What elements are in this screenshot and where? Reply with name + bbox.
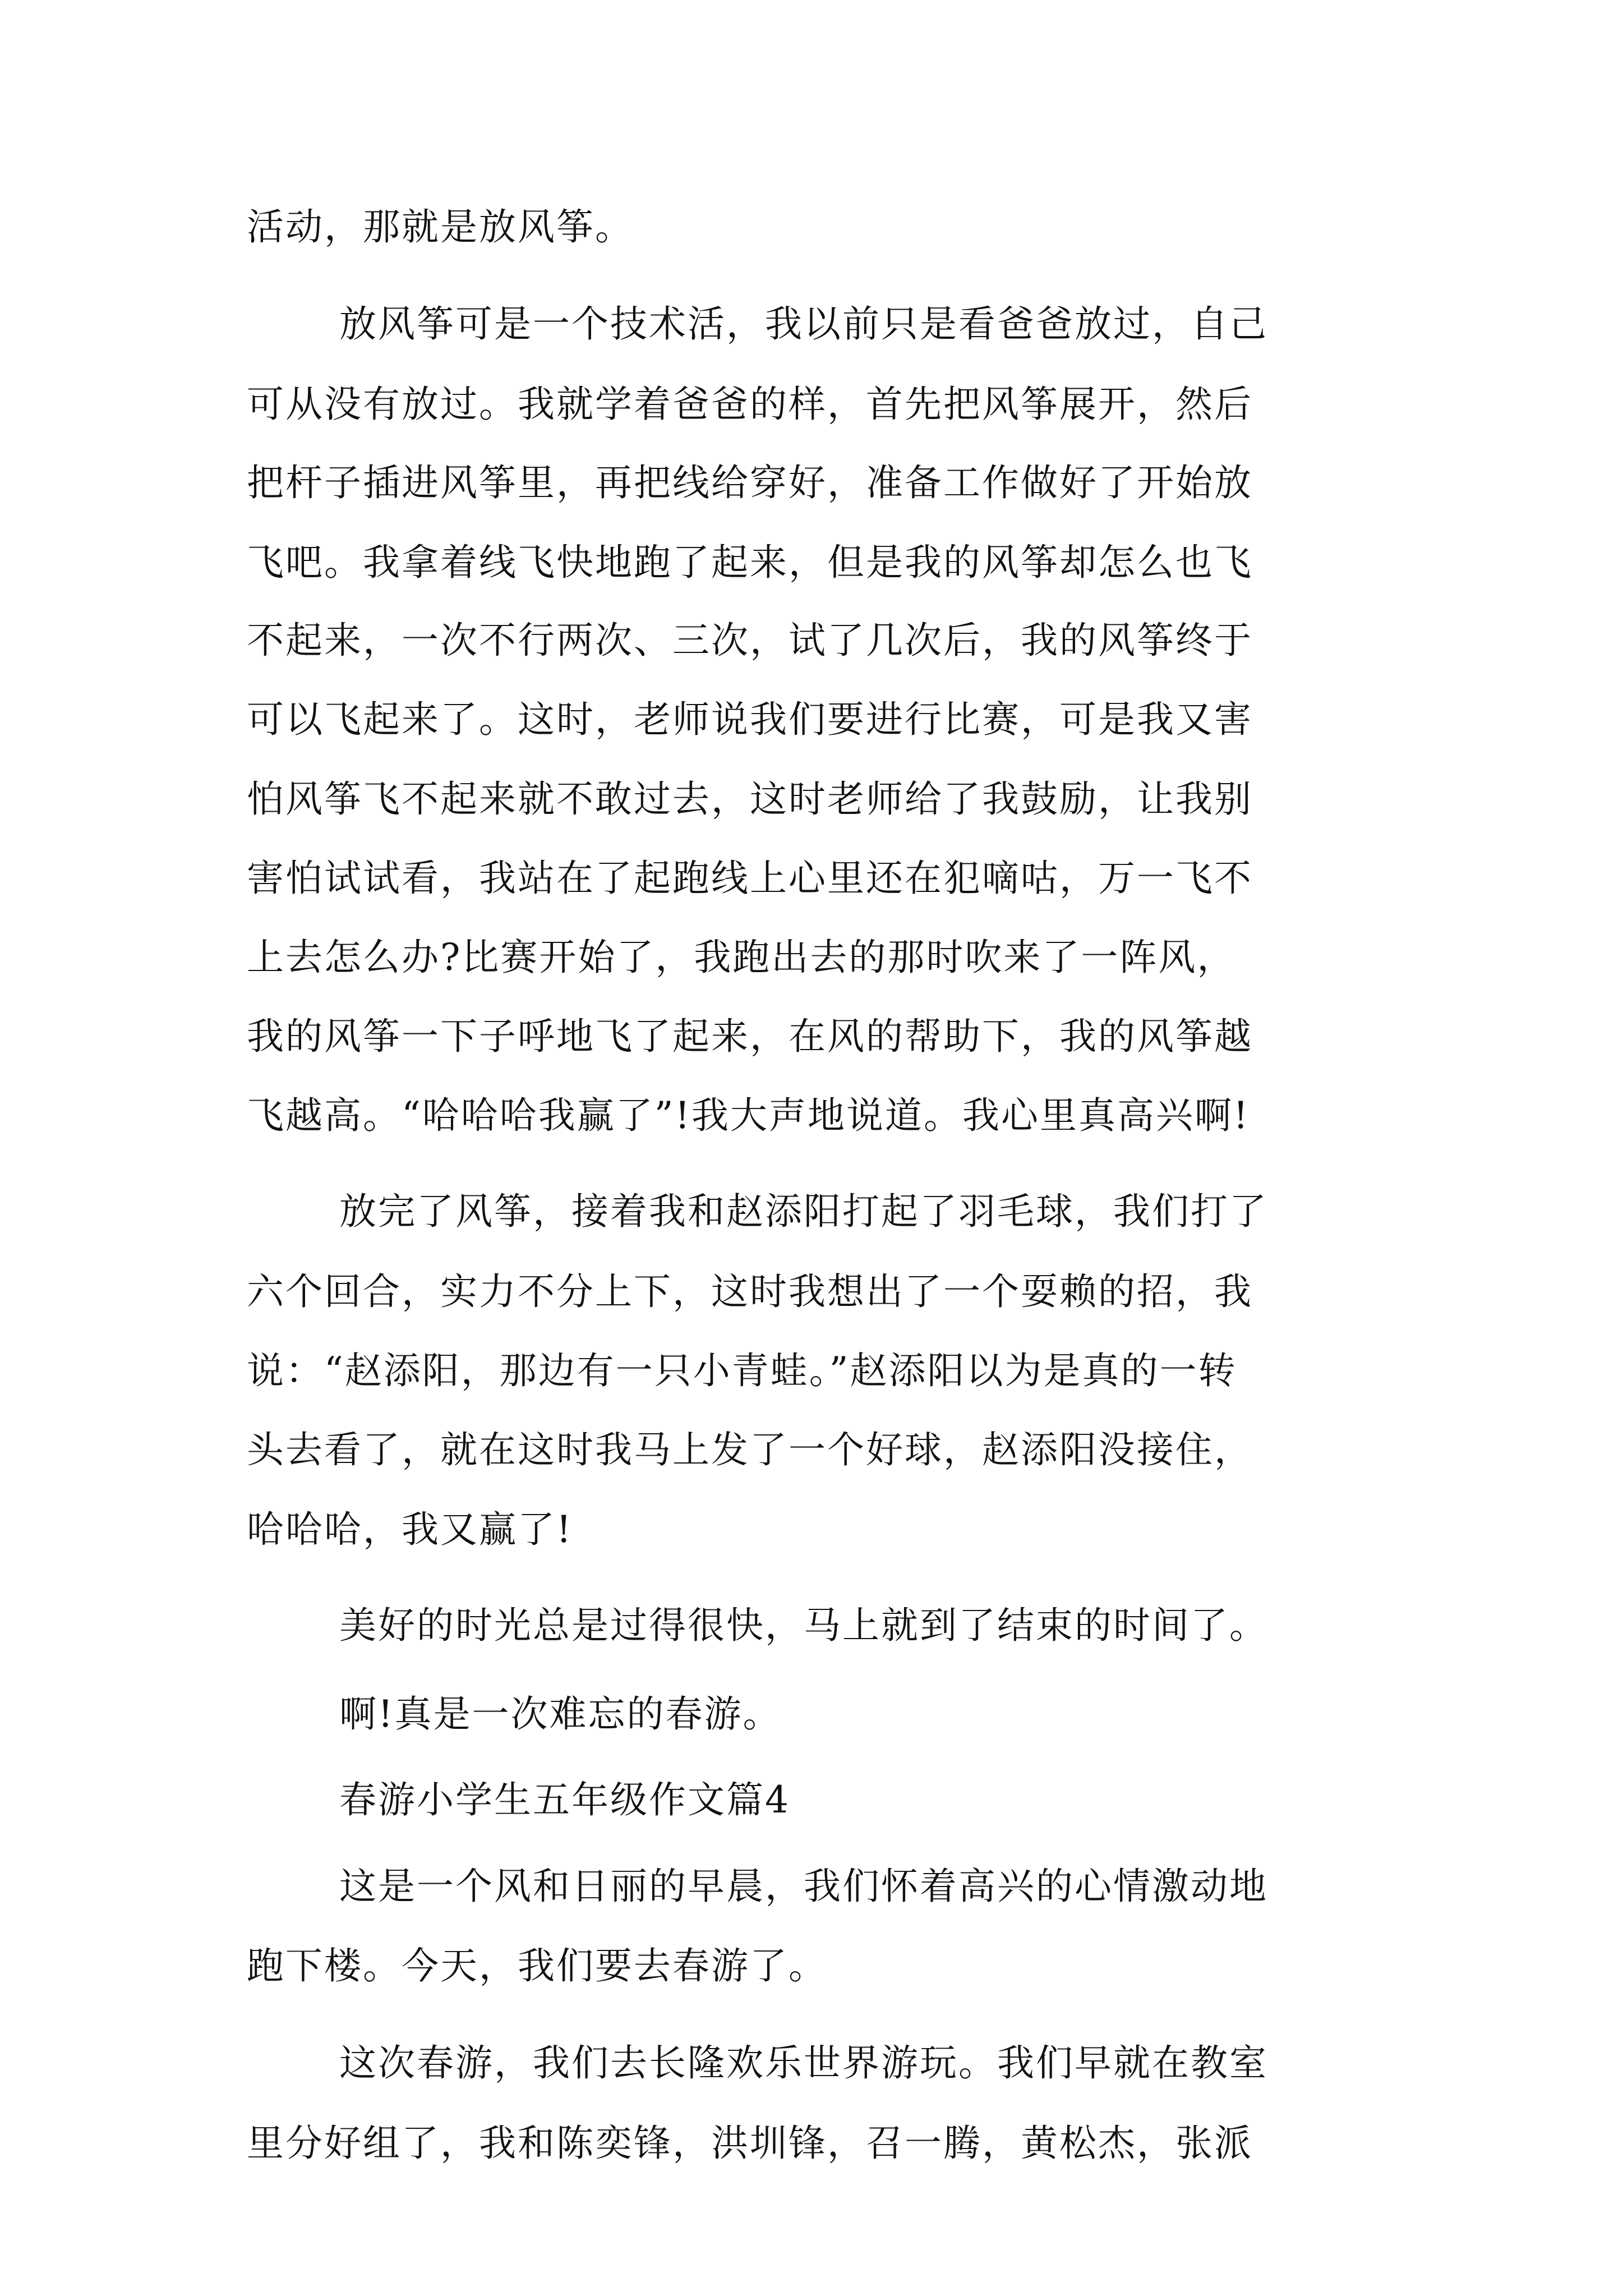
text-line: 哈哈哈，我又赢了! (247, 1508, 573, 1551)
text-line: 里分好组了，我和陈奕锋，洪圳锋，召一腾，黄松杰，张派 (247, 2122, 1253, 2165)
paragraph-first-line: 这是一个风和日丽的早晨，我们怀着高兴的心情激动地 (339, 1865, 1268, 1908)
text-line: 不起来，一次不行两次、三次，试了几次后，我的风筝终于 (247, 619, 1253, 662)
text-line: 头去看了，就在这时我马上发了一个好球，赵添阳没接住， (247, 1428, 1253, 1471)
text-line: 说：“赵添阳，那边有一只小青蛙。”赵添阳以为是真的一转 (247, 1349, 1237, 1392)
text-line: 怕风筝飞不起来就不敢过去，这时老师给了我鼓励，让我别 (247, 777, 1253, 821)
text-line: 飞吧。我拿着线飞快地跑了起来，但是我的风筝却怎么也飞 (247, 541, 1253, 584)
text-line: 可从没有放过。我就学着爸爸的样，首先把风筝展开，然后 (247, 383, 1253, 426)
paragraph-first-line: 这次春游，我们去长隆欢乐世界游玩。我们早就在教室 (339, 2041, 1268, 2085)
paragraph-first-line: 放风筝可是一个技术活，我以前只是看爸爸放过，自己 (339, 302, 1268, 346)
paragraph-first-line: 美好的时光总是过得很快，马上就到了结束的时间了。 (339, 1604, 1268, 1647)
paragraph-first-line: 放完了风筝，接着我和赵添阳打起了羽毛球，我们打了 (339, 1190, 1268, 1233)
section-heading: 春游小学生五年级作文篇4 (339, 1778, 790, 1821)
text-line: 我的风筝一下子呼地飞了起来，在风的帮助下，我的风筝越 (247, 1015, 1253, 1058)
text-line: 跑下楼。今天，我们要去春游了。 (247, 1944, 827, 1987)
paragraph-first-line: 啊!真是一次难忘的春游。 (339, 1692, 782, 1736)
text-line: 上去怎么办?比赛开始了，我跑出去的那时吹来了一阵风， (247, 936, 1236, 979)
text-line: 活动，那就是放风筝。 (247, 205, 634, 249)
text-line: 把杆子插进风筝里，再把线给穿好，准备工作做好了开始放 (247, 461, 1253, 504)
text-line: 飞越高。“哈哈哈我赢了”!我大声地说道。我心里真高兴啊! (247, 1094, 1250, 1137)
text-line: 可以飞起来了。这时，老师说我们要进行比赛，可是我又害 (247, 698, 1253, 741)
text-line: 害怕试试看，我站在了起跑线上心里还在犯嘀咕，万一飞不 (247, 857, 1253, 900)
text-line: 六个回合，实力不分上下，这时我想出了一个耍赖的招，我 (247, 1270, 1253, 1313)
